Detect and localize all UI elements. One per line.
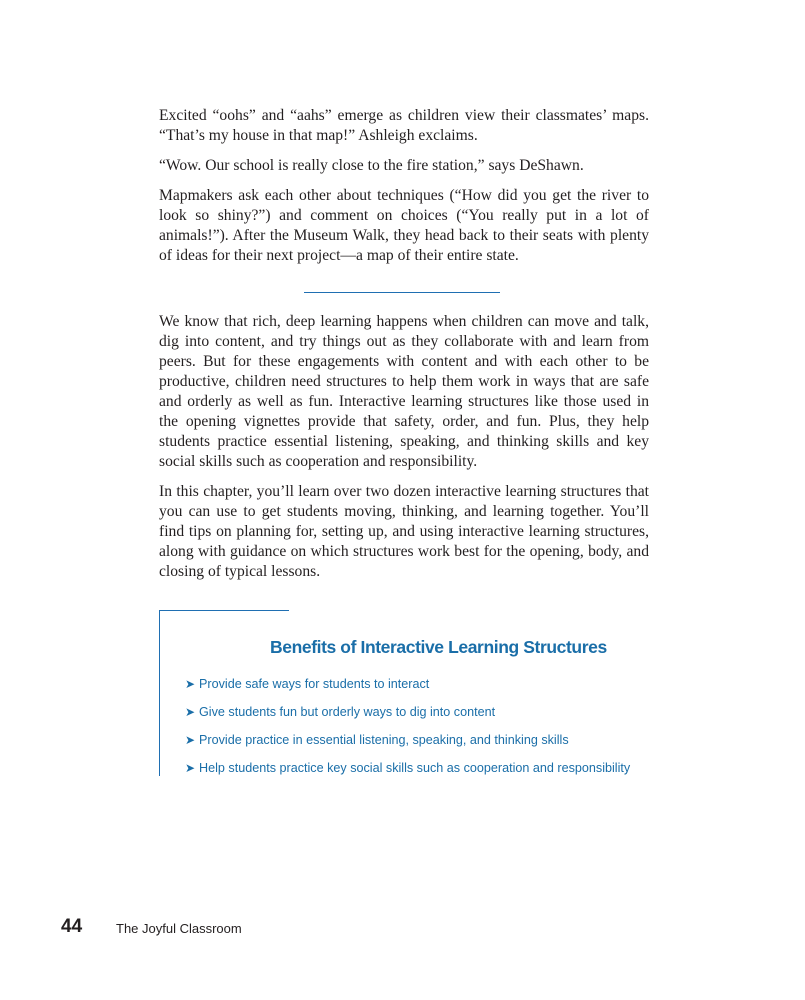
benefits-sidebar — [159, 610, 639, 776]
main-text-block — [159, 312, 649, 592]
page-number: 44 — [61, 916, 83, 937]
arrow-bullet-icon: ➤ — [185, 705, 196, 719]
main-paragraph-2: In this chapter, you’ll learn over two dozen interactive learning structures that you can use to get students moving, thinking, and learning together. You’ll find tips on planning for, setting up, and using interactive learning structures, along with guidance on which structures work best for the opening, body, and closing of typical lessons. — [159, 483, 649, 580]
arrow-bullet-icon: ➤ — [185, 761, 196, 775]
intro-paragraph-2: “Wow. Our school is really close to the fire station,” says DeShawn. — [159, 157, 584, 174]
intro-text-block — [159, 106, 649, 276]
sidebar-top-rule — [159, 610, 289, 611]
benefits-list — [185, 676, 630, 788]
sidebar-left-rule — [159, 610, 160, 776]
list-item — [185, 704, 630, 732]
arrow-bullet-icon: ➤ — [185, 733, 196, 747]
section-divider — [304, 292, 500, 293]
intro-paragraph-1: Excited “oohs” and “aahs” emerge as children view their classmates’ maps. “That’s my house in that map!” Ashleigh exclaims. — [159, 107, 649, 144]
intro-paragraph-3: Mapmakers ask each other about techniques (“How did you get the river to look so shiny?”) and comment on choices (“You really put in a lot of animals!”). After the Museum Walk, they head back to their seats with plenty of ideas for their next project—a map of their entire state. — [159, 187, 649, 264]
list-item-label: Give students fun but orderly ways to dig into content — [199, 705, 496, 719]
sidebar-title: Benefits of Interactive Learning Structures — [270, 637, 607, 657]
list-item-label: Provide safe ways for students to interact — [199, 677, 430, 691]
list-item — [185, 760, 630, 788]
list-item-label: Help students practice key social skills such as cooperation and responsibility — [199, 761, 631, 775]
list-item-label: Provide practice in essential listening, speaking, and thinking skills — [199, 733, 569, 747]
running-footer-title: The Joyful Classroom — [116, 921, 242, 936]
main-paragraph-1: We know that rich, deep learning happens when children can move and talk, dig into content, and try things out as they collaborate with and learn from peers. But for these engagements with content and with each other to be productive, children need structures to help them work in ways that are safe and orderly as well as fun. Interactive learning structures like those used in the opening vignettes provide that safety, order, and fun. Plus, they help students practice essential listening, speaking, and thinking skills and key social skills such as cooperation and responsibility. — [159, 313, 649, 470]
list-item — [185, 732, 630, 760]
arrow-bullet-icon: ➤ — [185, 677, 196, 691]
list-item — [185, 676, 630, 704]
